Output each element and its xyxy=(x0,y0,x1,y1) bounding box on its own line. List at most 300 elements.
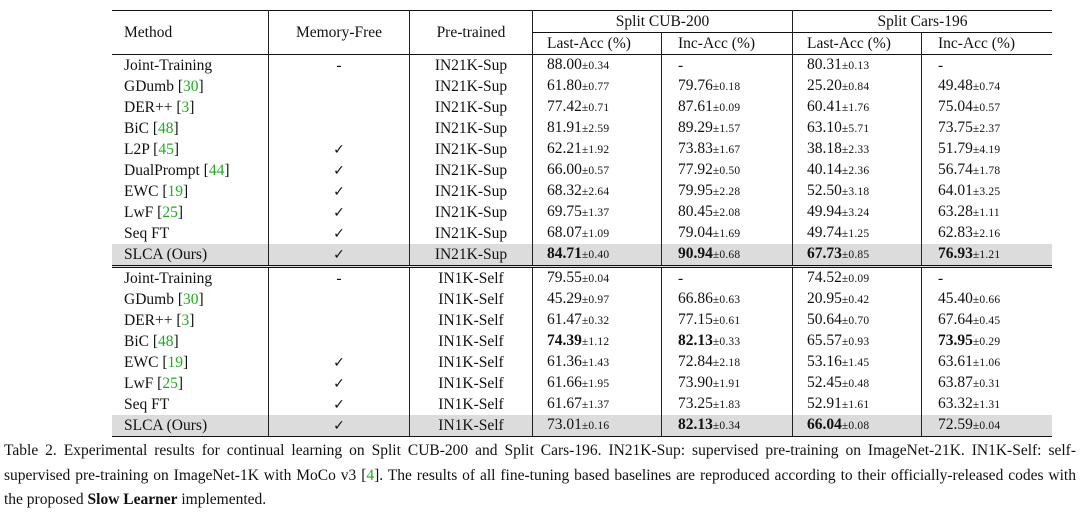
std-dev: ±3.24 xyxy=(841,207,870,219)
std-dev: ±1.09 xyxy=(581,228,610,240)
cars-last-cell xyxy=(793,118,922,139)
cub-last-cell xyxy=(533,202,662,223)
table-row xyxy=(112,244,1052,267)
header-cars-last-acc: Last-Acc (%) xyxy=(793,33,922,55)
table-row xyxy=(112,331,1052,352)
value: 62.83 xyxy=(938,224,973,241)
std-dev: ±1.61 xyxy=(841,399,870,411)
memory-free-value: - xyxy=(336,57,342,74)
cars-last-cell xyxy=(793,289,922,310)
cars-last-cell xyxy=(793,331,922,352)
std-dev: ±1.91 xyxy=(712,378,741,390)
caption-citation[interactable]: 4 xyxy=(366,466,375,484)
std-dev: ±1.45 xyxy=(841,357,870,369)
std-dev: ±0.84 xyxy=(841,81,870,93)
header-cub-last-acc: Last-Acc (%) xyxy=(533,33,662,55)
method-citation[interactable]: 3 xyxy=(181,312,190,329)
std-dev: ±0.57 xyxy=(972,102,1001,114)
table-row xyxy=(112,139,1052,160)
table-row xyxy=(112,394,1052,415)
cub-last-cell xyxy=(533,267,662,290)
value: 73.01 xyxy=(547,416,582,433)
table-row xyxy=(112,202,1052,223)
cub-last-cell xyxy=(533,394,662,415)
cub-last-cell xyxy=(533,76,662,97)
cars-inc-cell xyxy=(922,310,1053,331)
method-citation[interactable]: 48 xyxy=(158,120,174,137)
cars-last-cell xyxy=(793,139,922,160)
value: 52.50 xyxy=(807,182,842,199)
pretrained-cell: IN1K-Self xyxy=(410,415,533,437)
cub-inc-cell xyxy=(662,352,793,373)
std-dev: ±1.06 xyxy=(972,357,1001,369)
method-citation[interactable]: 48 xyxy=(158,333,174,350)
cars-inc-cell xyxy=(922,394,1053,415)
std-dev: ±0.71 xyxy=(581,102,610,114)
cub-inc-cell xyxy=(662,267,793,290)
pretrained-cell: IN21K-Sup xyxy=(410,97,533,118)
method-name: EWC xyxy=(124,354,159,371)
cub-inc-cell xyxy=(662,244,793,267)
cars-inc-cell xyxy=(922,55,1053,77)
memory-free-cell xyxy=(269,118,410,139)
std-dev: ±0.13 xyxy=(841,60,870,72)
pretrained-cell: IN1K-Self xyxy=(410,373,533,394)
std-dev: ±0.34 xyxy=(712,420,741,432)
cub-inc-cell xyxy=(662,223,793,244)
cars-inc-cell xyxy=(922,373,1053,394)
value: 60.41 xyxy=(807,98,842,115)
value: 66.04 xyxy=(807,416,842,433)
value: 64.01 xyxy=(938,182,973,199)
memory-free-value: ✓ xyxy=(333,162,345,179)
std-dev: ±1.83 xyxy=(712,399,741,411)
memory-free-cell xyxy=(269,310,410,331)
cub-inc-cell xyxy=(662,76,793,97)
value: 72.59 xyxy=(938,416,973,433)
value: 77.92 xyxy=(678,161,713,178)
value: 63.10 xyxy=(807,119,842,136)
method-name: L2P xyxy=(124,141,150,158)
cub-inc-cell xyxy=(662,55,793,77)
value: 53.16 xyxy=(807,353,842,370)
std-dev: ±0.61 xyxy=(712,315,741,327)
std-dev: ±0.42 xyxy=(841,294,870,306)
value: 80.31 xyxy=(807,56,842,73)
value: 62.21 xyxy=(547,140,582,157)
memory-free-value: ✓ xyxy=(333,246,345,263)
value: 89.29 xyxy=(678,119,713,136)
std-dev: ±1.95 xyxy=(581,378,610,390)
method-citation[interactable]: 45 xyxy=(158,141,174,158)
pretrained-cell: IN1K-Self xyxy=(410,394,533,415)
value: 51.79 xyxy=(938,140,973,157)
method-name: SLCA (Ours) xyxy=(124,246,208,263)
value: 79.04 xyxy=(678,224,713,241)
cub-last-cell xyxy=(533,289,662,310)
std-dev: ±1.67 xyxy=(712,144,741,156)
memory-free-value: ✓ xyxy=(333,354,345,371)
value: 82.13 xyxy=(678,416,713,433)
value: 73.75 xyxy=(938,119,973,136)
method-name: DualPrompt xyxy=(124,162,200,179)
method-cell: L2P [45] xyxy=(112,139,269,160)
value: 79.95 xyxy=(678,182,713,199)
cars-inc-cell xyxy=(922,352,1053,373)
value: 73.90 xyxy=(678,374,713,391)
value: 84.71 xyxy=(547,245,582,262)
std-dev: ±0.33 xyxy=(712,336,741,348)
cub-last-cell xyxy=(533,118,662,139)
memory-free-value: ✓ xyxy=(333,183,345,200)
check-icon xyxy=(269,352,410,373)
header-memory-free: Memory-Free xyxy=(269,11,410,55)
value: 75.04 xyxy=(938,98,973,115)
value: 40.14 xyxy=(807,161,842,178)
std-dev: ±2.16 xyxy=(972,228,1001,240)
cars-last-cell xyxy=(793,244,922,267)
std-dev: ±0.34 xyxy=(581,60,610,72)
value: 52.91 xyxy=(807,395,842,412)
method-name: Joint-Training xyxy=(124,57,213,74)
method-cell: DER++ [3] xyxy=(112,310,269,331)
method-name: BiC xyxy=(124,120,149,137)
std-dev: ±0.04 xyxy=(972,420,1001,432)
value: - xyxy=(938,270,944,287)
method-citation[interactable]: 44 xyxy=(208,162,225,179)
std-dev: ±1.69 xyxy=(712,228,741,240)
value: 80.45 xyxy=(678,203,713,220)
memory-free-value: - xyxy=(336,270,342,287)
value: 79.76 xyxy=(678,77,713,94)
std-dev: ±1.37 xyxy=(581,399,610,411)
header-split-cub: Split CUB-200 xyxy=(533,11,793,33)
std-dev: ±3.18 xyxy=(841,186,870,198)
method-name: LwF xyxy=(124,375,154,392)
std-dev: ±4.19 xyxy=(972,144,1001,156)
value: 66.00 xyxy=(547,161,582,178)
method-citation[interactable]: 19 xyxy=(167,183,183,200)
check-icon xyxy=(269,160,410,181)
std-dev: ±1.78 xyxy=(972,165,1001,177)
table-row xyxy=(112,223,1052,244)
std-dev: ±0.09 xyxy=(712,102,741,114)
std-dev: ±0.09 xyxy=(841,273,870,285)
value: - xyxy=(678,57,684,74)
memory-free-cell xyxy=(269,289,410,310)
memory-free-value: ✓ xyxy=(333,204,345,221)
table-row xyxy=(112,76,1052,97)
std-dev: ±0.66 xyxy=(972,294,1001,306)
std-dev: ±0.74 xyxy=(972,81,1001,93)
method-cell: GDumb [30] xyxy=(112,289,269,310)
std-dev: ±1.92 xyxy=(581,144,610,156)
std-dev: ±1.43 xyxy=(581,357,610,369)
cars-last-cell xyxy=(793,267,922,290)
pretrained-cell: IN1K-Self xyxy=(410,289,533,310)
value: 88.00 xyxy=(547,56,582,73)
cars-inc-cell xyxy=(922,289,1053,310)
cub-inc-cell xyxy=(662,373,793,394)
std-dev: ±1.11 xyxy=(972,207,1000,219)
value: 45.40 xyxy=(938,290,973,307)
cars-last-cell xyxy=(793,394,922,415)
value: 65.57 xyxy=(807,332,842,349)
cars-last-cell xyxy=(793,76,922,97)
std-dev: ±0.48 xyxy=(841,378,870,390)
value: 87.61 xyxy=(678,98,713,115)
value: 63.32 xyxy=(938,395,973,412)
std-dev: ±3.25 xyxy=(972,186,1001,198)
std-dev: ±1.25 xyxy=(841,228,870,240)
memory-free-value: ✓ xyxy=(333,396,345,413)
check-icon xyxy=(269,202,410,223)
table-row xyxy=(112,118,1052,139)
pretrained-cell: IN1K-Self xyxy=(410,331,533,352)
value: 45.29 xyxy=(547,290,582,307)
memory-free-value: ✓ xyxy=(333,141,345,158)
std-dev: ±1.21 xyxy=(972,249,1001,261)
value: 63.61 xyxy=(938,353,973,370)
method-cell xyxy=(112,244,269,267)
value: 76.93 xyxy=(938,245,973,262)
std-dev: ±0.29 xyxy=(972,336,1001,348)
value: 81.91 xyxy=(547,119,582,136)
value: 68.32 xyxy=(547,182,582,199)
table-row xyxy=(112,181,1052,202)
cub-inc-cell xyxy=(662,289,793,310)
value: 73.83 xyxy=(678,140,713,157)
table-header xyxy=(112,11,1052,55)
value: 67.64 xyxy=(938,311,973,328)
table-row xyxy=(112,352,1052,373)
header-method: Method xyxy=(112,11,269,55)
cars-inc-cell xyxy=(922,139,1053,160)
method-name: DER++ xyxy=(124,99,173,116)
table-row xyxy=(112,160,1052,181)
cub-last-cell xyxy=(533,223,662,244)
cars-inc-cell xyxy=(922,160,1053,181)
method-cell xyxy=(112,394,269,415)
check-icon xyxy=(269,223,410,244)
memory-free-value: ✓ xyxy=(333,225,345,242)
method-citation[interactable]: 3 xyxy=(181,99,190,116)
method-name: EWC xyxy=(124,183,159,200)
method-name: BiC xyxy=(124,333,149,350)
method-name: Joint-Training xyxy=(124,270,213,287)
std-dev: ±0.93 xyxy=(841,336,870,348)
cub-inc-cell xyxy=(662,118,793,139)
method-name: Seq FT xyxy=(124,225,170,242)
table-caption xyxy=(4,439,1076,513)
cub-inc-cell xyxy=(662,331,793,352)
header-split-cars: Split Cars-196 xyxy=(793,11,1053,33)
value: 25.20 xyxy=(807,77,842,94)
value: 49.94 xyxy=(807,203,842,220)
std-dev: ±0.57 xyxy=(581,165,610,177)
cub-last-cell xyxy=(533,310,662,331)
method-cell: EWC [19] xyxy=(112,181,269,202)
cars-inc-cell xyxy=(922,202,1053,223)
method-cell xyxy=(112,55,269,77)
value: 73.95 xyxy=(938,332,973,349)
cars-last-cell xyxy=(793,373,922,394)
method-cell: LwF [25] xyxy=(112,373,269,394)
std-dev: ±0.40 xyxy=(581,249,610,261)
method-citation[interactable]: 25 xyxy=(162,204,178,221)
value: 77.15 xyxy=(678,311,713,328)
cub-inc-cell xyxy=(662,97,793,118)
check-icon xyxy=(269,244,410,267)
method-cell: BiC [48] xyxy=(112,331,269,352)
std-dev: ±2.08 xyxy=(712,207,741,219)
cub-inc-cell xyxy=(662,160,793,181)
value: 61.67 xyxy=(547,395,582,412)
method-citation[interactable]: 30 xyxy=(183,291,199,308)
value: 52.45 xyxy=(807,374,842,391)
std-dev: ±0.04 xyxy=(581,273,610,285)
pretrained-cell: IN21K-Sup xyxy=(410,244,533,267)
cub-last-cell xyxy=(533,244,662,267)
cub-last-cell xyxy=(533,415,662,437)
std-dev: ±2.64 xyxy=(581,186,610,198)
method-cell xyxy=(112,267,269,290)
method-name: GDumb xyxy=(124,291,174,308)
cars-inc-cell xyxy=(922,244,1053,267)
cars-last-cell xyxy=(793,223,922,244)
std-dev: ±0.31 xyxy=(972,378,1001,390)
std-dev: ±0.08 xyxy=(841,420,870,432)
value: 61.36 xyxy=(547,353,582,370)
std-dev: ±1.57 xyxy=(712,123,741,135)
method-cell: DER++ [3] xyxy=(112,97,269,118)
cars-last-cell xyxy=(793,310,922,331)
cars-inc-cell xyxy=(922,181,1053,202)
value: 74.39 xyxy=(547,332,582,349)
value: 49.48 xyxy=(938,77,973,94)
cub-last-cell xyxy=(533,373,662,394)
cars-inc-cell xyxy=(922,415,1053,437)
method-citation[interactable]: 30 xyxy=(183,78,199,95)
std-dev: ±0.32 xyxy=(581,315,610,327)
value: 63.87 xyxy=(938,374,973,391)
memory-free-value: ✓ xyxy=(333,375,345,392)
value: 74.52 xyxy=(807,269,842,286)
method-name: DER++ xyxy=(124,312,173,329)
value: 79.55 xyxy=(547,269,582,286)
value: - xyxy=(938,57,944,74)
cub-last-cell xyxy=(533,352,662,373)
cars-inc-cell xyxy=(922,97,1053,118)
value: 38.18 xyxy=(807,140,842,157)
value: 49.74 xyxy=(807,224,842,241)
method-citation[interactable]: 19 xyxy=(167,354,183,371)
pretrained-cell: IN21K-Sup xyxy=(410,118,533,139)
cars-inc-cell xyxy=(922,331,1053,352)
table-row xyxy=(112,55,1052,77)
std-dev: ±0.50 xyxy=(712,165,741,177)
std-dev: ±2.37 xyxy=(972,123,1001,135)
cub-last-cell xyxy=(533,331,662,352)
method-cell: EWC [19] xyxy=(112,352,269,373)
value: - xyxy=(678,270,684,287)
cars-inc-cell xyxy=(922,223,1053,244)
header-cars-inc-acc: Inc-Acc (%) xyxy=(922,33,1053,55)
check-icon xyxy=(269,181,410,202)
cub-last-cell xyxy=(533,55,662,77)
cub-inc-cell xyxy=(662,394,793,415)
std-dev: ±2.59 xyxy=(581,123,610,135)
header-pretrained: Pre-trained xyxy=(410,11,533,55)
std-dev: ±0.85 xyxy=(841,249,870,261)
std-dev: ±2.28 xyxy=(712,186,741,198)
table-row xyxy=(112,310,1052,331)
pretrained-cell: IN21K-Sup xyxy=(410,223,533,244)
memory-free-cell xyxy=(269,267,410,290)
table-row xyxy=(112,97,1052,118)
value: 72.84 xyxy=(678,353,713,370)
pretrained-cell: IN21K-Sup xyxy=(410,202,533,223)
caption-slow-learner: Slow Learner xyxy=(87,491,178,508)
cub-last-cell xyxy=(533,160,662,181)
cub-inc-cell xyxy=(662,139,793,160)
method-cell: GDumb [30] xyxy=(112,76,269,97)
value: 69.75 xyxy=(547,203,582,220)
pretrained-cell: IN21K-Sup xyxy=(410,139,533,160)
method-cell: BiC [48] xyxy=(112,118,269,139)
std-dev: ±0.18 xyxy=(712,81,741,93)
method-cell: LwF [25] xyxy=(112,202,269,223)
value: 68.07 xyxy=(547,224,582,241)
pretrained-cell: IN1K-Self xyxy=(410,352,533,373)
std-dev: ±1.76 xyxy=(841,102,870,114)
cars-inc-cell xyxy=(922,76,1053,97)
memory-free-value: ✓ xyxy=(333,417,345,434)
header-cub-inc-acc: Inc-Acc (%) xyxy=(662,33,793,55)
method-name: Seq FT xyxy=(124,396,170,413)
method-cell xyxy=(112,415,269,437)
caption-text-middle: ]. The results of all fine-tuning based baselines are reproduced according to their officially-released codes with the proposed xyxy=(4,466,1076,508)
results-table xyxy=(112,10,1052,437)
value: 73.25 xyxy=(678,395,713,412)
cars-last-cell xyxy=(793,160,922,181)
method-citation[interactable]: 25 xyxy=(162,375,178,392)
std-dev: ±0.70 xyxy=(841,315,870,327)
value: 61.80 xyxy=(547,77,582,94)
method-name: LwF xyxy=(124,204,154,221)
memory-free-cell xyxy=(269,76,410,97)
cars-inc-cell xyxy=(922,267,1053,290)
caption-text-start: Table 2. Experimental results for continual learning on Split CUB-200 and Split Cars-196. IN21K-Sup: supervised pre-training on ImageNet-21K. IN1K-Self: self-supervised pre-training on ImageNet-1K with MoCo v3 [ xyxy=(4,442,1076,484)
std-dev: ±0.63 xyxy=(712,294,741,306)
cub-last-cell xyxy=(533,97,662,118)
std-dev: ±1.12 xyxy=(581,336,610,348)
section-in21k xyxy=(112,55,1052,267)
cars-last-cell xyxy=(793,415,922,437)
value: 90.94 xyxy=(678,245,713,262)
cub-inc-cell xyxy=(662,415,793,437)
section-in1k xyxy=(112,267,1052,437)
caption-text-end: implemented. xyxy=(177,491,267,508)
std-dev: ±0.97 xyxy=(581,294,610,306)
memory-free-cell xyxy=(269,97,410,118)
cars-last-cell xyxy=(793,202,922,223)
cars-last-cell xyxy=(793,181,922,202)
value: 63.28 xyxy=(938,203,973,220)
memory-free-cell xyxy=(269,331,410,352)
value: 66.86 xyxy=(678,290,713,307)
std-dev: ±2.36 xyxy=(841,165,870,177)
